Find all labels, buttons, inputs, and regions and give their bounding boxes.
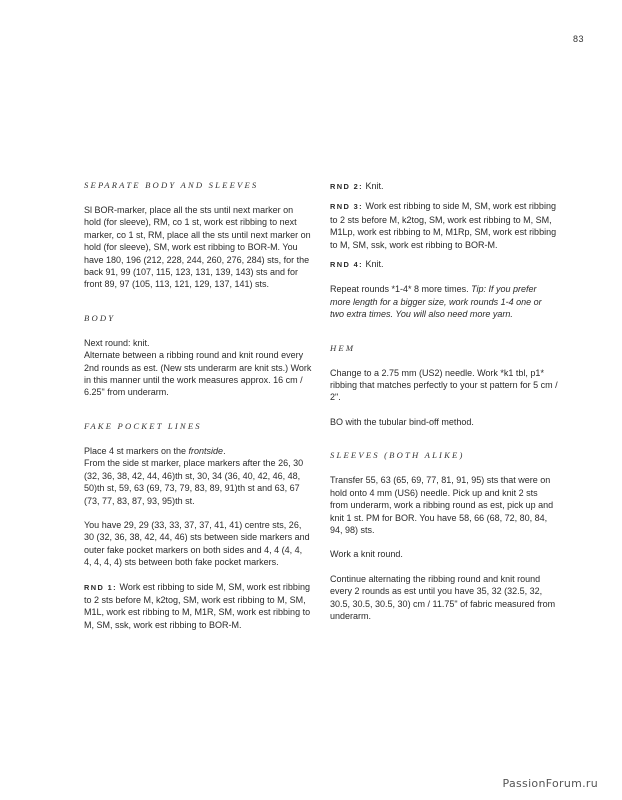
repeat-text: Repeat rounds *1-4* 8 more times. xyxy=(330,284,472,295)
sleeves-heading: SLEEVES (BOTH ALIKE) xyxy=(330,450,465,461)
sleeves-p3: Continue alternating the ribbing round and knit round every 2 rounds as est until you have 35, 32 (32.5, 32, 30.5, 30.5, 30.5, 30) cm / 11.75" of fabric measured from underarm. xyxy=(330,573,556,621)
repeat-paragraph xyxy=(330,283,558,320)
rnd2-text: Knit. xyxy=(363,181,384,191)
rnd3-text: Work est ribbing to side M, SM, work est ribbing to 2 sts before M, k2tog, SM, work est ribbing to M, SM, M1Lp, work est ribbing to M, M1Rp, SM, work est ribbing to M, SM, ssk, work est ribbing to BOR-M. xyxy=(330,201,557,250)
left-column xyxy=(84,180,312,631)
body-heading: BODY xyxy=(84,312,116,323)
separate-heading: SEPARATE BODY AND SLEEVES xyxy=(84,180,259,190)
sleeves-p2: Work a knit round. xyxy=(330,549,403,560)
pocket-p1-pre: Place 4 st markers on the xyxy=(84,445,189,456)
rnd3-paragraph xyxy=(330,200,558,251)
pocket-p1-line2: From the side st marker, place markers after the 26, 30 (32, 36, 38, 42, 44, 46)th st, 30, 34 (36, 40, 42, 46, 48, 50)th st, 59, 63 (69, 73, 79, 83, 89, 91)th st and 63, 67 (73, 77, 83, 87, 93, 95)th st. xyxy=(84,458,304,506)
rnd2-paragraph xyxy=(330,180,558,193)
pocket-heading: FAKE POCKET LINES xyxy=(84,420,202,431)
watermark: PassionForum.ru xyxy=(502,777,598,790)
rnd4-paragraph xyxy=(330,258,558,271)
hem-heading: HEM xyxy=(330,342,356,353)
separate-text: Sl BOR-marker, place all the sts until next marker on hold (for sleeve), RM, co 1 st, work est ribbing to next marker, co 1 st, RM, place all the sts until next marker on hold (for sleeve), SM, work est ribbing to BOR-M. You have 180, 196 (212, 228, 244, 260, 276, 284) sts, for the back 91, 99 (107, 115, 123, 131, 139, 143) sts and for front 89, 97 (105, 113, 121, 129, 137, 141) sts. xyxy=(84,205,311,290)
rnd1-text: Work est ribbing to side M, SM, work est ribbing to 2 sts before M, k2tog, SM, work est ribbing to M, SM, M1L, work est ribbing to M, M1R, SM, work est ribbing to M, SM, ssk, work est ribbing to BOR-M. xyxy=(84,581,311,630)
rnd4-label: RND 4: xyxy=(330,260,364,270)
pocket-p1-dot: . xyxy=(223,445,226,456)
pocket-p1-em: frontside xyxy=(188,445,224,456)
rnd3-label: RND 3: xyxy=(330,202,364,212)
pocket-p1 xyxy=(84,445,312,457)
sleeves-p1: Transfer 55, 63 (65, 69, 77, 81, 91, 95) sts that were on hold onto 4 mm (US6) needle. Pick up and knit 2 sts from underarm, work a ribbing round as est, pick up and knit 1 st. PM for BOR. You have 58, 66 (68, 72, 80, 84, 94, 98) sts. xyxy=(330,475,554,535)
hem-p1: Change to a 2.75 mm (US2) needle. Work *k1 tbl, p1* ribbing that matches perfectly to your st pattern for 5 cm / 2". xyxy=(330,367,558,403)
right-column xyxy=(330,180,558,622)
page-number: 83 xyxy=(572,34,584,44)
rnd1-label: RND 1: xyxy=(84,582,118,592)
pocket-p2: You have 29, 29 (33, 33, 37, 37, 41, 41) centre sts, 26, 30 (32, 36, 38, 42, 44, 46) sts between side markers and outer fake pocket markers on both sides and 4, 4 (4, 4, 4, 4, 4, 4) sts between both fake pocket markers. xyxy=(84,519,310,568)
body-line2: Alternate between a ribbing round and knit round every 2nd rounds as est. (New sts underarm are knit sts.) Work in this manner until the work measures approx. 16 cm / 6.25" from underarm. xyxy=(84,350,312,398)
rnd4-text: Knit. xyxy=(363,259,384,270)
hem-p2: BO with the tubular bind-off method. xyxy=(330,416,474,427)
body-line1: Next round: knit. xyxy=(84,337,150,348)
rnd2-label: RND 2: xyxy=(330,182,364,191)
rnd1-paragraph xyxy=(84,581,312,632)
repeat-tip: Tip: If you prefer more length for a bigger size, work rounds 1-4 one or two extra times. You will also need more yarn. xyxy=(330,284,542,320)
